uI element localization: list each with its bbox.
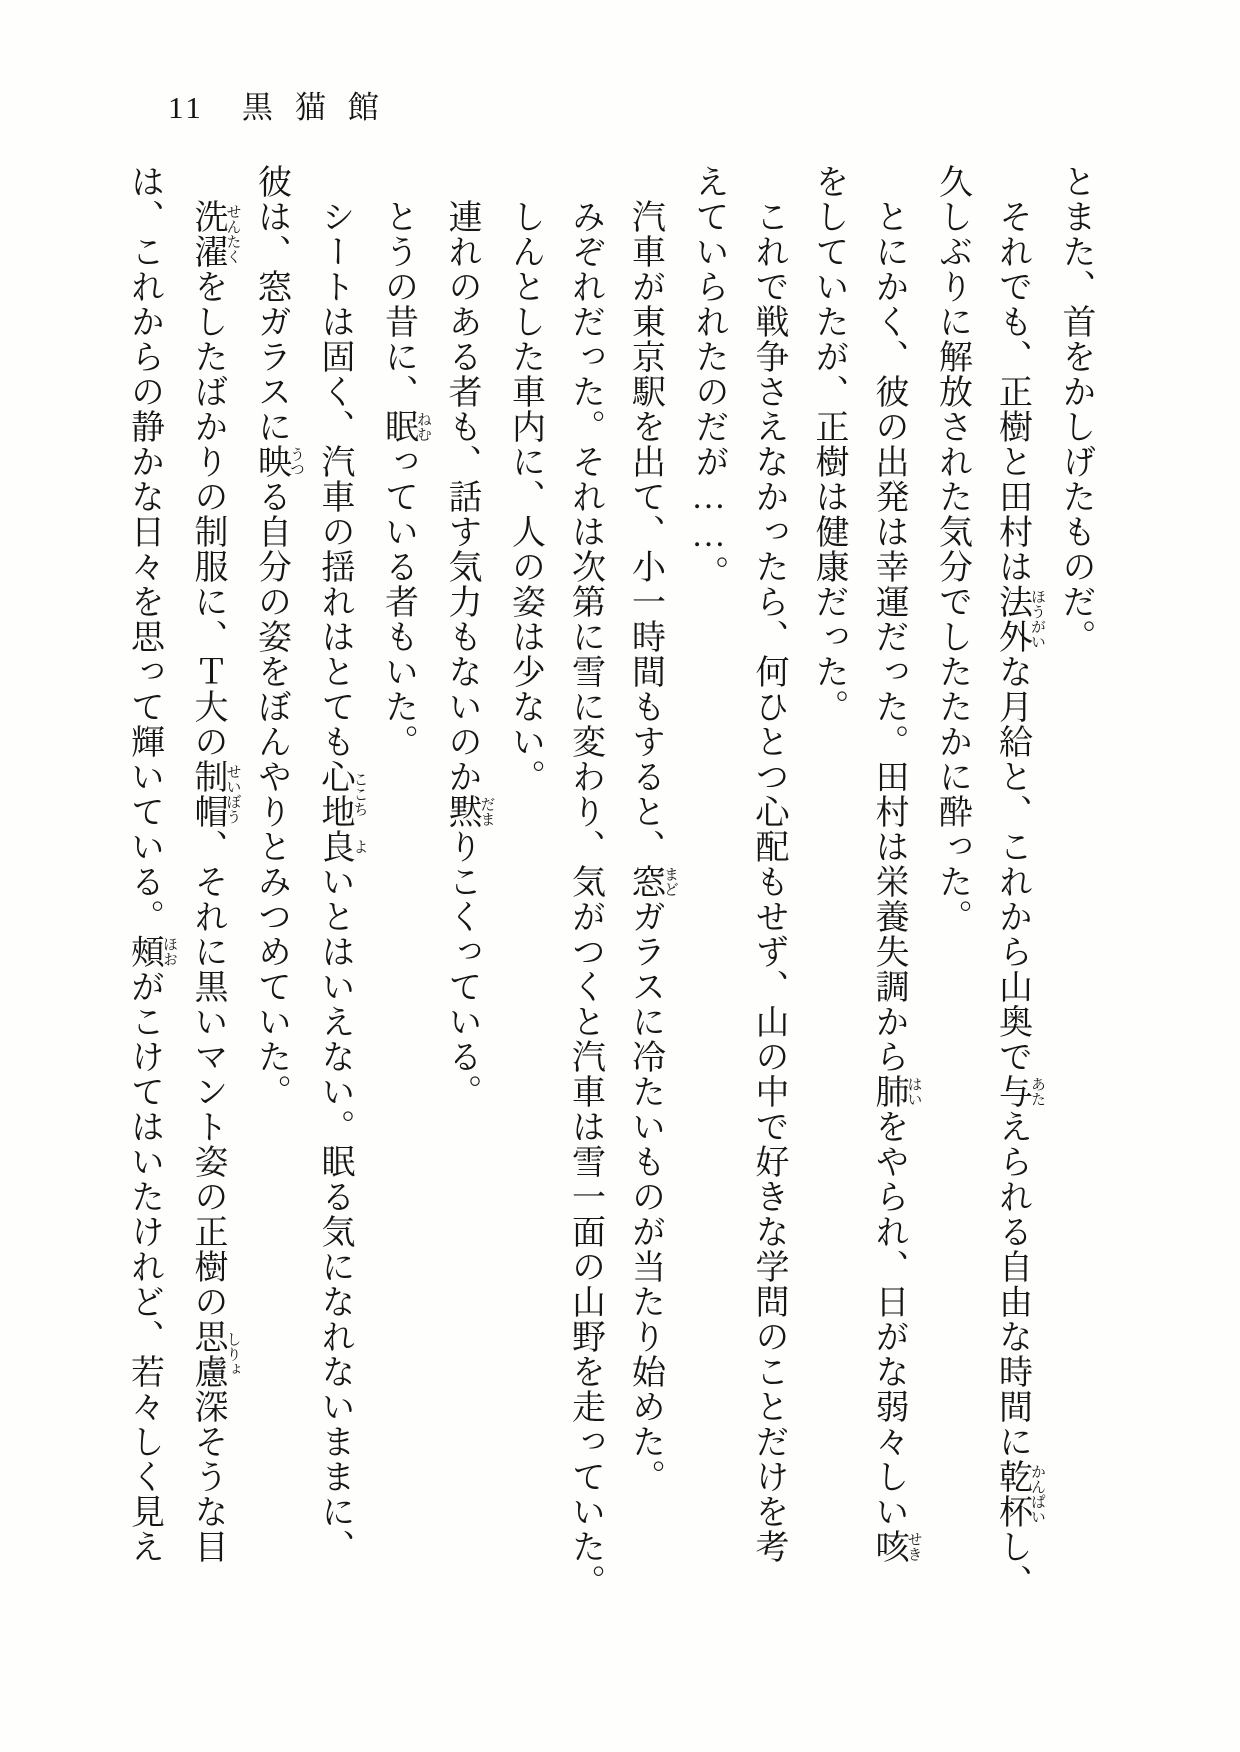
furigana-annotated-text: 与あた xyxy=(993,1074,1045,1109)
text-column: えていられたのだが……。 xyxy=(690,164,727,590)
text-column: それでも、正樹と田村は法外ほうがいな月給と、これから山奥で与あたえられる自由な時間に乾杯かんぱいし、 xyxy=(993,199,1045,1599)
furigana-reading: よ xyxy=(351,829,368,864)
furigana-annotated-text: 良よ xyxy=(316,829,368,864)
furigana-annotated-text: 映うつ xyxy=(252,444,304,479)
furigana-reading: せんたく xyxy=(224,199,241,269)
furigana-reading: かんぱい xyxy=(1029,1459,1045,1529)
text-column: しんとした車内に、人の姿は少ない。 xyxy=(506,199,544,794)
furigana-annotated-text: 法外ほうがい xyxy=(993,584,1045,654)
text-column: シートは固く、汽車の揺れはとても心地ここち良よいとはいえない。眠る気になれないままに、 xyxy=(316,199,368,1564)
text-column: 洗濯せんたくをしたばかりの制服に、Ｔ大の制帽せいぼう、それに黒いマント姿の正樹の思慮しりょ深そうな目 xyxy=(189,199,241,1564)
page-header xyxy=(168,82,401,127)
furigana-annotated-text: 心地ここち xyxy=(316,759,368,829)
furigana-annotated-text: 咳せき xyxy=(870,1529,922,1564)
furigana-annotated-text: 制帽せいぼう xyxy=(189,759,241,829)
furigana-annotated-text: 黙だま xyxy=(443,794,495,829)
furigana-annotated-text: 思慮しりょ xyxy=(189,1319,241,1389)
text-column: これで戦争さえなかったら、何ひとつ心配もせず、山の中で好きな学問のことだけを考 xyxy=(750,199,787,1564)
furigana-reading: ねむ xyxy=(415,409,431,444)
furigana-reading: だま xyxy=(478,794,495,829)
text-column: は、これからの静かな日々を思って輝いている。頰ほおがこけてはいたけれど、若々しく見え xyxy=(125,164,177,1564)
text-column: 汽車が東京駅を出て、小一時間もすると、窓まどガラスに冷たいものが当たり始めた。 xyxy=(626,199,678,1494)
text-column: みぞれだった。それは次第に雪に変わり、気がつくと汽車は雪一面の山野を走っていた。 xyxy=(566,199,604,1599)
furigana-annotated-text: 洗濯せんたく xyxy=(189,199,241,269)
furigana-reading: せいぼう xyxy=(224,759,241,829)
furigana-reading: ここち xyxy=(351,759,368,829)
furigana-reading: はい xyxy=(905,1074,922,1109)
text-column: とにかく、彼の出発は幸運だった。田村は栄養失調から肺はいをやられ、日がな弱々しい咳せき xyxy=(870,199,922,1564)
furigana-reading: あた xyxy=(1029,1074,1045,1109)
furigana-annotated-text: 窓まど xyxy=(626,864,678,899)
furigana-reading: うつ xyxy=(288,444,304,479)
furigana-reading: ほお xyxy=(161,934,177,969)
text-column: 連れのある者も、話す気力もないのか黙だまりこくっている。 xyxy=(443,199,495,1109)
text-column: 彼は、窓ガラスに映うつる自分の姿をぼんやりとみつめていた。 xyxy=(252,164,304,1109)
text-column: とうの昔に、眠ねむっている者もいた。 xyxy=(379,199,431,759)
furigana-reading: ほうがい xyxy=(1029,584,1045,654)
furigana-annotated-text: 頰ほお xyxy=(125,934,177,969)
furigana-annotated-text: 肺はい xyxy=(870,1074,922,1109)
text-column: 久しぶりに解放された気分でしたたかに酔った。 xyxy=(933,164,971,934)
furigana-annotated-text: 乾杯かんぱい xyxy=(993,1459,1045,1529)
furigana-reading: せき xyxy=(905,1529,922,1564)
furigana-reading: しりょ xyxy=(224,1319,241,1389)
furigana-annotated-text: 眠ねむ xyxy=(379,409,431,444)
body-text xyxy=(114,164,1106,1624)
furigana-reading: まど xyxy=(662,864,678,899)
text-column: とまた、首をかしげたものだ。 xyxy=(1057,164,1094,654)
text-column: をしていたが、正樹は健康だった。 xyxy=(810,164,847,724)
page-number: 11 xyxy=(168,90,204,125)
running-title: 黒猫館 xyxy=(241,90,401,125)
